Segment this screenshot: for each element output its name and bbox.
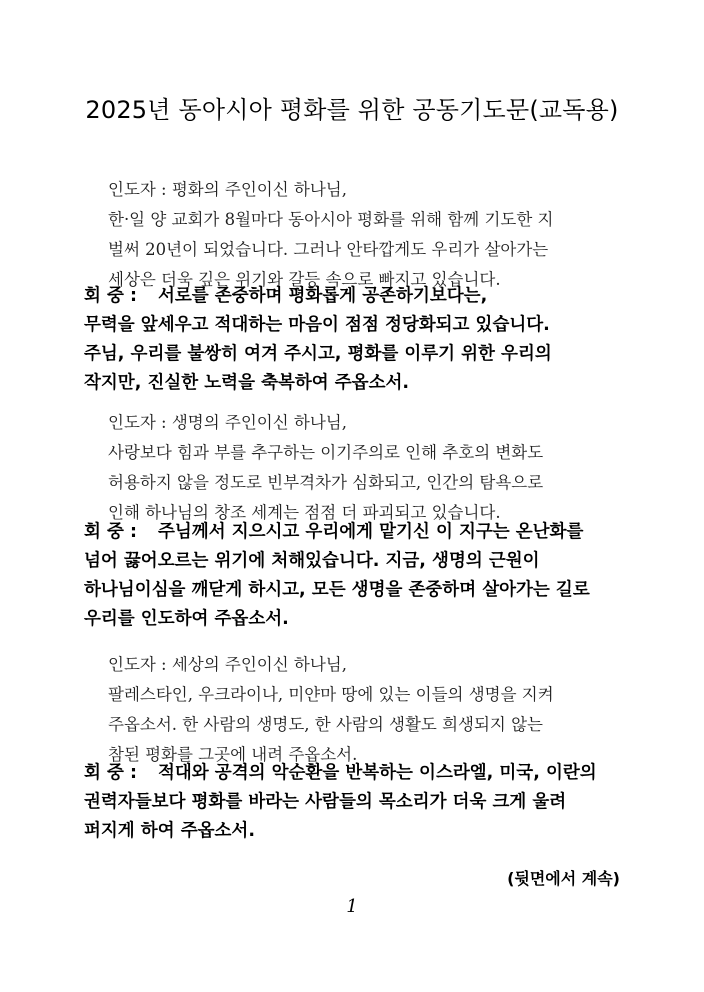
continued-note: (뒷면에서 계속) [507, 869, 620, 888]
leader-line: 세상은 더욱 깊은 위기와 갈등 속으로 빠지고 있습니다. [108, 270, 501, 289]
leader-line: 인해 하나님의 창조 세계는 점점 더 파괴되고 있습니다. [108, 503, 501, 522]
congregation-label: 회 중 : [84, 522, 137, 542]
congregation-line: 작지만, 진실한 노력을 축복하여 주옵소서. [84, 373, 410, 393]
leader-line: 허용하지 않을 정도로 빈부격차가 심화되고, 인간의 탐욕으로 [108, 473, 544, 492]
congregation-line: 무력을 앞세우고 적대하는 마음이 점점 정당화되고 있습니다. [84, 315, 550, 335]
leader-prayer-1 [108, 175, 628, 295]
congregation-response-3 [84, 759, 624, 846]
leader-line: 팔레스타인, 우크라이나, 미얀마 땅에 있는 이들의 생명을 지켜 [108, 685, 554, 704]
leader-line: 한·일 양 교회가 8월마다 동아시아 평화를 위해 함께 기도한 지 [108, 210, 554, 229]
leader-line: 사랑보다 힘과 부를 추구하는 이기주의로 인해 추호의 변화도 [108, 443, 544, 462]
congregation-line: 주님, 우리를 불쌍히 여겨 주시고, 평화를 이루기 위한 우리의 [84, 344, 552, 364]
congregation-line: 퍼지게 하여 주옵소서. [84, 821, 255, 841]
congregation-text: 서로를 존중하며 평화롭게 공존하기보다는, [158, 286, 488, 306]
leader-prayer-3 [108, 650, 628, 770]
congregation-first-line [84, 759, 624, 788]
leader-line: 인도자 : 세상의 주인이신 하나님, [108, 655, 347, 674]
congregation-line: 우리를 인도하여 주옵소서. [84, 609, 289, 629]
congregation-response-2 [84, 518, 624, 634]
leader-line: 주옵소서. 한 사람의 생명도, 한 사람의 생활도 희생되지 않는 [108, 715, 543, 734]
congregation-label: 회 중 : [84, 286, 137, 306]
page-number: 1 [346, 896, 358, 917]
congregation-line: 넘어 끓어오르는 위기에 처해있습니다. 지금, 생명의 근원이 [84, 551, 540, 571]
congregation-line: 권력자들보다 평화를 바라는 사람들의 목소리가 더욱 크게 울려 [84, 792, 567, 812]
leader-line: 인도자 : 생명의 주인이신 하나님, [108, 413, 347, 432]
leader-prayer-2 [108, 408, 628, 528]
leader-line: 벌써 20년이 되었습니다. 그러나 안타깝게도 우리가 살아가는 [108, 240, 549, 259]
document-title: 2025년 동아시아 평화를 위한 공동기도문(교독용) [85, 96, 619, 124]
congregation-first-line [84, 282, 624, 311]
congregation-label: 회 중 : [84, 763, 137, 783]
leader-line: 참된 평화를 그곳에 내려 주옵소서. [108, 745, 358, 764]
congregation-line: 하나님이심을 깨닫게 하시고, 모든 생명을 존중하며 살아가는 길로 [84, 580, 590, 600]
congregation-text: 적대와 공격의 악순환을 반복하는 이스라엘, 미국, 이란의 [158, 763, 597, 783]
leader-line: 인도자 : 평화의 주인이신 하나님, [108, 180, 347, 199]
congregation-response-1 [84, 282, 624, 398]
congregation-text: 주님께서 지으시고 우리에게 맡기신 이 지구는 온난화를 [158, 522, 584, 542]
congregation-first-line [84, 518, 624, 547]
